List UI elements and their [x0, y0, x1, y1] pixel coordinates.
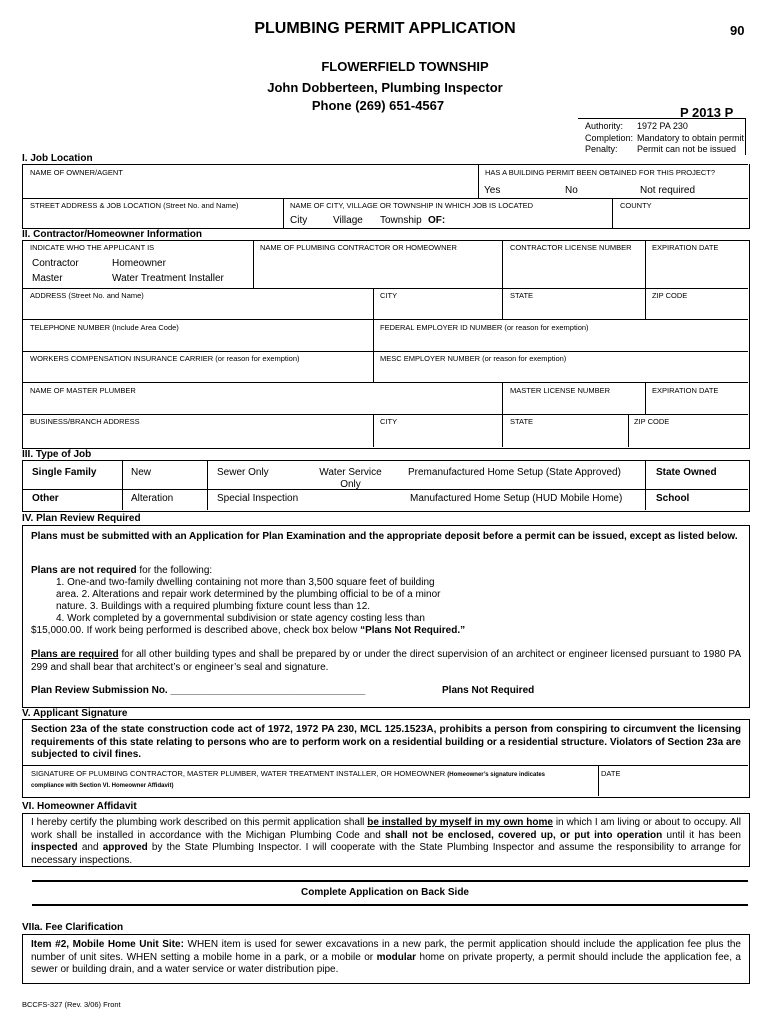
signature-label-text: SIGNATURE OF PLUMBING CONTRACTOR, MASTER PLUMBER, WATER TREATMENT INSTALLER, OR HOMEOWNER [31, 769, 446, 778]
city-label-2: CITY [380, 291, 398, 300]
exemption-item-4b [31, 625, 531, 638]
page-number: 90 [730, 23, 745, 38]
premanufactured-option[interactable]: Premanufactured Home Setup (State Approved) [408, 467, 621, 478]
single-family-option[interactable]: Single Family [32, 467, 97, 478]
form-code: P 2013 P [680, 105, 734, 120]
of-label: OF: [428, 215, 446, 226]
alteration-option[interactable]: Alteration [131, 493, 174, 504]
affidavit-part-3: in which I am living or about to occupy. All work shall be installed in accordance with the Michigan Plumbing Code and [31, 817, 741, 841]
section-6-title: VI. Homeowner Affidavit [22, 801, 137, 812]
expiration-label: EXPIRATION DATE [652, 243, 719, 252]
exemption-item-2a: area. 2. Alterations and repair work determined by the plumbing official to be of a minor [56, 589, 441, 600]
footer-form-id: BCCFS-327 (Rev. 3/06) Front [22, 1000, 121, 1009]
plan-review-lead: Plans must be submitted with an Application for Plan Examination and the appropriate deposit before a permit can be issued, except as listed below. [31, 531, 738, 542]
branch-state-field[interactable] [510, 427, 622, 443]
mesc-field[interactable] [380, 364, 740, 380]
permit-notrequired-option[interactable]: Not required [640, 185, 696, 196]
plumber-name-field[interactable] [260, 255, 495, 285]
date-label: DATE [601, 769, 621, 778]
exemption-item-4b-text: $15,000.00. If work being performed is described above, check box below [31, 625, 361, 636]
plans-not-required-bold: Plans are not required [31, 565, 137, 576]
school-option[interactable]: School [656, 493, 690, 504]
workers-comp-label: WORKERS COMPENSATION INSURANCE CARRIER (or reason for exemption) [30, 354, 300, 363]
section-7a-title: VIIa. Fee Clarification [22, 922, 124, 933]
section-23a-text: Section 23a of the state construction code act of 1972, 1972 PA 230, MCL 125.1523A, prohibits a person from conspiring to circumvent the licensing requirements of this state relating to persons who are to perform work on a residential building or a residential structure. Violators of Section 23a are subjected to civil fines. [31, 724, 741, 760]
special-inspection-option[interactable]: Special Inspection [217, 493, 299, 504]
submission-number-field[interactable]: Plan Review Submission No. ___________________________________ [31, 685, 366, 696]
authority-value: 1972 PA 230 [637, 121, 688, 131]
township-option[interactable]: Township [380, 215, 422, 226]
master-expiration-label: EXPIRATION DATE [652, 386, 719, 395]
branch-zip-field[interactable] [634, 427, 744, 443]
owner-field[interactable] [30, 178, 470, 196]
date-field[interactable] [601, 779, 741, 793]
master-option[interactable]: Master [32, 273, 63, 284]
exemption-item-4b-bold: “Plans Not Required.” [360, 625, 466, 636]
mesc-label: MESC EMPLOYER NUMBER (or reason for exemption) [380, 354, 567, 363]
zip-label: ZIP CODE [652, 291, 688, 300]
fee-lead: Item #2, Mobile Home Unit Site: [31, 939, 184, 950]
master-license-field[interactable] [510, 396, 642, 412]
branch-address-field[interactable] [30, 427, 365, 443]
section-4-title: IV. Plan Review Required [22, 513, 141, 524]
phone-field[interactable] [30, 333, 365, 349]
divider [32, 880, 748, 882]
plans-required-text [31, 649, 741, 674]
sewer-only-option[interactable]: Sewer Only [217, 467, 269, 478]
master-license-label: MASTER LICENSE NUMBER [510, 386, 611, 395]
state-label: STATE [510, 291, 534, 300]
street-field[interactable] [30, 210, 275, 226]
fee-clarification-text [31, 939, 741, 977]
water-service-line2: Only [340, 479, 361, 490]
section-5-title: V. Applicant Signature [22, 708, 128, 719]
authority-label: Authority: [585, 121, 624, 131]
exemption-item-2b: nature. 3. Buildings with a required plumbing fixture count less than 12. [56, 601, 371, 612]
affidavit-text [31, 817, 741, 867]
branch-zip-label: ZIP CODE [634, 417, 670, 426]
master-expiration-field[interactable] [652, 396, 744, 412]
penalty-value: Permit can not be issued [637, 144, 737, 154]
affidavit-part-2: be installed by myself in my own home [367, 817, 553, 828]
address-field[interactable] [30, 300, 365, 316]
plans-not-required-heading [31, 565, 741, 578]
branch-city-label: CITY [380, 417, 398, 426]
street-label: STREET ADDRESS & JOB LOCATION (Street No. and Name) [30, 201, 239, 210]
state-field[interactable] [510, 300, 642, 316]
village-option[interactable]: Village [333, 215, 363, 226]
plans-not-required-rest: for the following: [136, 565, 213, 576]
back-side-note: Complete Application on Back Side [301, 887, 469, 898]
plans-not-required-checkbox[interactable]: Plans Not Required [442, 685, 535, 696]
fee-text-2: home on private property, a permit should include the application fee, a sewer or building drain, and a water service or water distribution pipe. [31, 951, 741, 975]
completion-label: Completion: [585, 133, 634, 143]
county-field[interactable] [620, 210, 740, 226]
city-field[interactable] [380, 300, 495, 316]
fee-text-modular: modular [376, 951, 417, 963]
branch-address-label: BUSINESS/BRANCH ADDRESS [30, 417, 140, 426]
exemption-item-4a: 4. Work completed by a governmental subdivision or state agency costing less than [56, 613, 425, 624]
affidavit-part-9: by the State Plumbing Inspector. I will cooperate with the State Plumbing Inspector and assume the responsibility to arrange for necessary inspections. [31, 842, 741, 866]
new-option[interactable]: New [131, 467, 152, 478]
county-label: COUNTY [620, 201, 652, 210]
divider-2 [32, 904, 748, 906]
signature-note-2: compliance with Section VI. Homeowner Affidavit) [31, 783, 174, 789]
affidavit-part-1: I hereby certify the plumbing work described on this permit application shall [31, 817, 368, 828]
affidavit-part-6: inspected [31, 842, 78, 853]
phone-label: TELEPHONE NUMBER (Include Area Code) [30, 323, 179, 332]
fee-text-1: WHEN item is used for sewer excavations in a new park, the permit application should include the application fee plus the number of unit sites. WHEN setting a mobile home in a park, or a mobile or [31, 939, 741, 963]
inspector-phone: Phone (269) 651-4567 [311, 98, 445, 113]
state-owned-option[interactable]: State Owned [656, 467, 717, 478]
form-title: PLUMBING PERMIT APPLICATION [254, 20, 516, 37]
plumber-name-label: NAME OF PLUMBING CONTRACTOR OR HOMEOWNER [260, 243, 457, 252]
city-label: NAME OF CITY, VILLAGE OR TOWNSHIP IN WHICH JOB IS LOCATED [290, 201, 534, 210]
completion-value: Mandatory to obtain permit [637, 133, 745, 143]
inspector-name: John Dobberteen, Plumbing Inspector [267, 80, 503, 95]
township-name: FLOWERFIELD TOWNSHIP [321, 59, 489, 74]
owner-label: NAME OF OWNER/AGENT [30, 168, 123, 177]
master-name-field[interactable] [30, 396, 495, 412]
penalty-label: Penalty: [585, 144, 618, 154]
permit-question: HAS A BUILDING PERMIT BEEN OBTAINED FOR THIS PROJECT? [485, 168, 716, 177]
branch-state-label: STATE [510, 417, 534, 426]
affidavit-part-5: until it has been [662, 829, 741, 841]
fein-label: FEDERAL EMPLOYER ID NUMBER (or reason for exemption) [380, 323, 589, 332]
water-installer-option[interactable]: Water Treatment Installer [112, 273, 224, 284]
homeowner-option[interactable]: Homeowner [112, 258, 166, 269]
zip-field[interactable] [652, 300, 744, 316]
permit-no-option[interactable]: No [565, 185, 578, 196]
workers-comp-field[interactable] [30, 364, 365, 380]
plans-required-rest: for all other building types and shall be prepared by or under the direct supervision of an architect or engineer licensed pursuant to 1980 PA 299 and shall bear that architect’s or engineer’s seal and signature. [31, 649, 741, 673]
manufactured-option[interactable]: Manufactured Home Setup (HUD Mobile Home) [410, 493, 623, 504]
license-field[interactable] [510, 255, 642, 285]
exemption-item-1: 1. One-and two-family dwelling containing not more than 3,500 square feet of building [56, 577, 435, 588]
city-option[interactable]: City [290, 215, 308, 226]
water-service-line1: Water Service [319, 467, 382, 478]
section-3-title: III. Type of Job [22, 449, 92, 460]
applicant-label: INDICATE WHO THE APPLICANT IS [30, 243, 155, 252]
branch-city-field[interactable] [380, 427, 495, 443]
license-label: CONTRACTOR LICENSE NUMBER [510, 243, 632, 252]
contractor-option[interactable]: Contractor [32, 258, 79, 269]
water-service-option[interactable] [303, 467, 398, 491]
expiration-field[interactable] [652, 255, 744, 285]
section-2-title: II. Contractor/Homeowner Information [22, 229, 203, 240]
affidavit-part-4: shall not be enclosed, covered up, or put into operation [385, 829, 663, 841]
affidavit-part-8: approved [102, 842, 148, 853]
other-option[interactable]: Other [32, 493, 59, 504]
affidavit-part-7: and [77, 842, 103, 853]
master-name-label: NAME OF MASTER PLUMBER [30, 386, 136, 395]
plans-required-bold: Plans are required [31, 649, 119, 660]
section-1-title: I. Job Location [22, 153, 93, 164]
permit-yes-option[interactable]: Yes [484, 185, 501, 196]
signature-note-1: (Homeowner’s signature indicates [447, 772, 545, 778]
fein-field[interactable] [380, 333, 740, 349]
signature-field[interactable] [31, 784, 591, 794]
address-label: ADDRESS (Street No. and Name) [30, 291, 144, 300]
